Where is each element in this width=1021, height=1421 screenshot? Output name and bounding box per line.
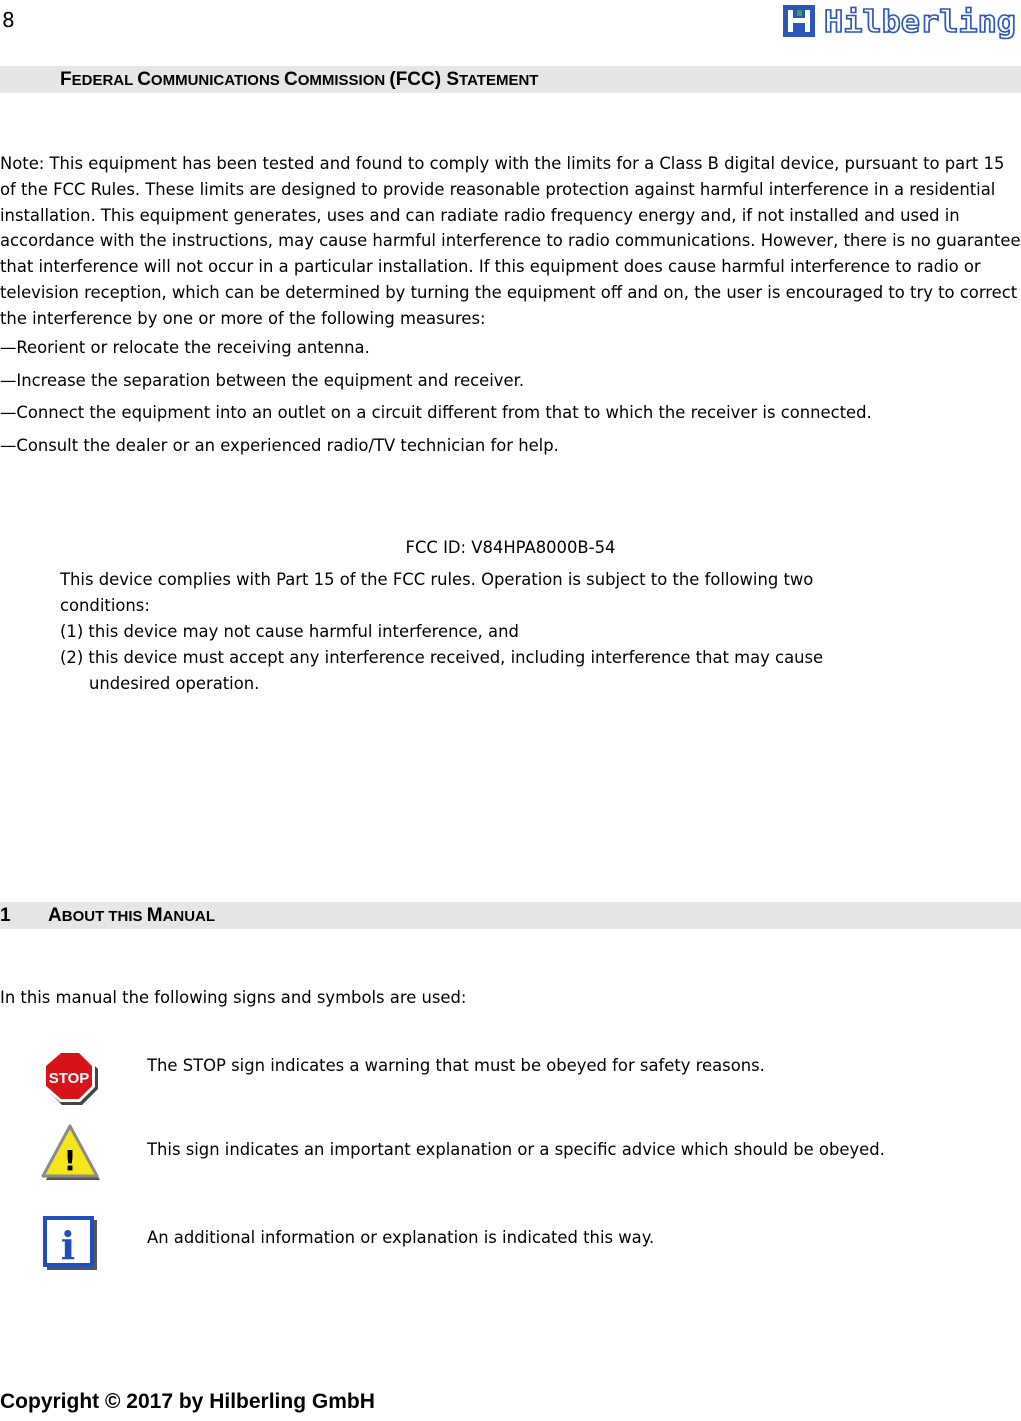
condition-1: (1) this device may not cause harmful interference, and <box>60 622 519 641</box>
condition-2-continuation: undesired operation. <box>89 674 260 693</box>
measure-item: —Reorient or relocate the receiving antenna. <box>0 338 370 357</box>
fcc-conditions <box>60 567 880 697</box>
about-manual-section-header <box>0 902 1021 929</box>
hilberling-logo <box>782 2 1020 40</box>
symbols-intro: In this manual the following signs and symbols are used: <box>0 988 467 1007</box>
stop-sign-icon <box>40 1047 100 1107</box>
condition-2: (2) this device must accept any interference received, including interference that may cause <box>60 648 824 667</box>
svg-text:STOP: STOP <box>48 1070 90 1087</box>
fcc-id: FCC ID: V84HPA8000B-54 <box>405 538 616 557</box>
about-manual-title: ABOUT THIS MANUAL <box>48 905 216 926</box>
measure-item: —Increase the separation between the equipment and receiver. <box>0 371 525 390</box>
info-sign-description: An additional information or explanation is indicated this way. <box>147 1228 655 1247</box>
page-number: 8 <box>2 8 15 32</box>
fcc-section-header <box>0 66 1021 93</box>
warning-triangle-icon <box>40 1122 100 1182</box>
conditions-intro: This device complies with Part 15 of the FCC rules. Operation is subject to the following two conditions: <box>60 570 814 615</box>
measure-item: —Connect the equipment into an outlet on a circuit different from that to which the receiver is connected. <box>0 403 872 422</box>
copyright-footer: Copyright © 2017 by Hilberling GmbH <box>0 1390 375 1413</box>
svg-text:i: i <box>60 1223 76 1268</box>
logo-wordmark: Hilberling <box>824 5 1016 40</box>
fcc-section-title: FEDERAL COMMUNICATIONS COMMISSION (FCC) STATEMENT <box>60 69 539 90</box>
stop-sign-description: The STOP sign indicates a warning that must be obeyed for safety reasons. <box>147 1056 765 1075</box>
warning-sign-description: This sign indicates an important explanation or a specific advice which should be obeyed. <box>147 1140 885 1159</box>
svg-text:!: ! <box>63 1144 77 1177</box>
fcc-note-paragraph: Note: This equipment has been tested and found to comply with the limits for a Class B digital device, pursuant to part 15 of the FCC Rules. These limits are designed to provide reasonable protection against harmful interference in a residential installation. This equipment generates, uses and can radiate radio frequency energy and, if not installed and used in accordance with the instructions, may cause harmful interference to radio communications. However, there is no guarantee that interference will not occur in a particular installation. If this equipment does cause harmful interference to radio or television reception, which can be determined by turning the equipment off and on, the user is encouraged to try to correct the interference by one or more of the following measures: <box>0 154 1021 328</box>
measure-item: —Consult the dealer or an experienced radio/TV technician for help. <box>0 436 559 455</box>
info-icon <box>40 1213 100 1273</box>
section-number: 1 <box>0 905 11 926</box>
